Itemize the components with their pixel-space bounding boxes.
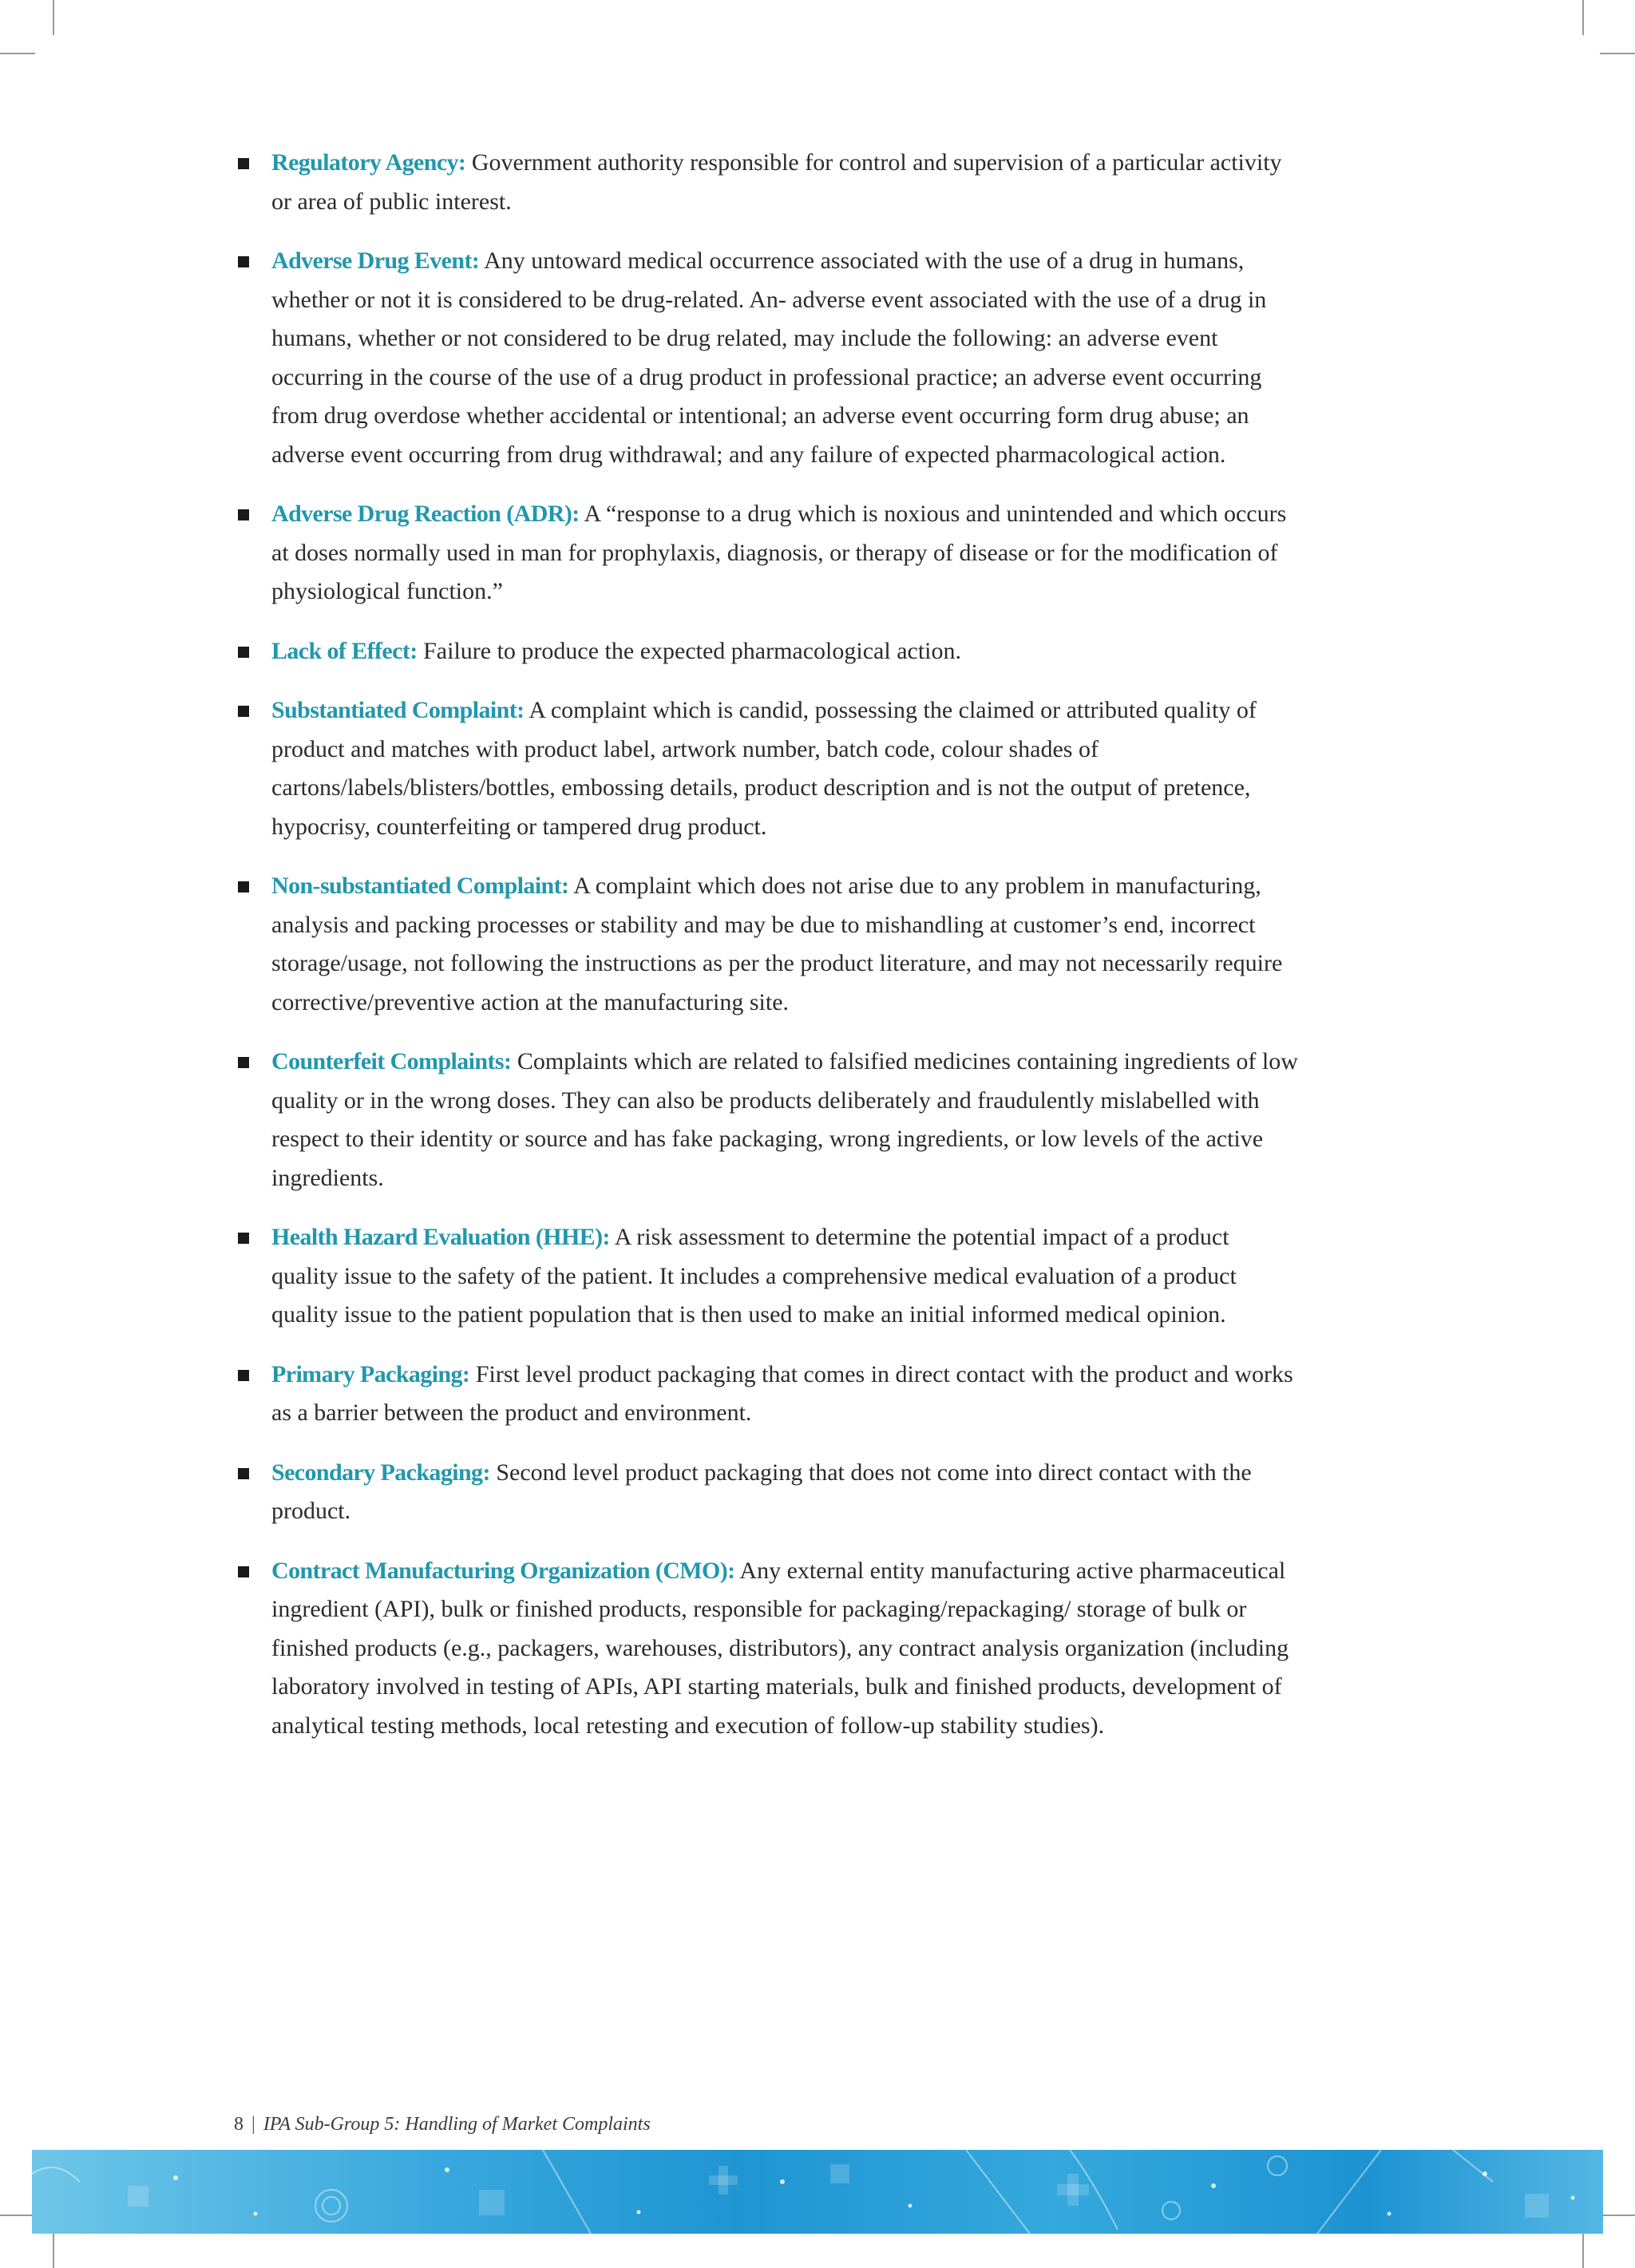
square-bullet-icon [238,1233,249,1244]
square-bullet-icon [238,706,249,717]
definition-item-adverse-drug-reaction [232,495,1301,612]
document-title: IPA Sub-Group 5: Handling of Market Complaints [263,2114,651,2135]
square-bullet-icon [238,881,249,893]
square-bullet-icon [238,647,249,658]
crop-mark-bottom-left-h [0,2215,35,2216]
term-label: Health Hazard Evaluation (HHE): [271,1224,610,1250]
term-label: Adverse Drug Reaction (ADR): [271,501,580,527]
term-definition: Second level product packaging that does not come into direct contact with the product. [271,1459,1252,1524]
definition-item-counterfeit-complaints [232,1043,1301,1197]
crop-mark-top-left-h [0,53,35,54]
decorative-banner [32,2150,1603,2234]
crop-mark-bottom-right [1582,2233,1584,2268]
page-number: 8 [234,2114,243,2135]
term-label: Secondary Packaging: [271,1459,490,1486]
term-label: Counterfeit Complaints: [271,1048,512,1075]
term-definition: Any external entity manufacturing active pharmaceutical ingredient (API), bulk or finished products, responsible for packaging/repackaging/ storage of bulk or finished products (e.g., packagers, warehouses, distributors), any contract analysis organization (including laboratory involved in testing of APIs, API starting materials, bulk and finished products, development of analytical testing methods, local retesting and execution of follow-up stability studies). [271,1557,1289,1739]
definition-item-adverse-drug-event [232,242,1301,474]
term-definition: Any untoward medical occurrence associated with the use of a drug in humans, whether or not it is considered to be drug-related. An- adverse event associated with the use of a drug in humans, whether or not considered to be drug related, may include the following: an adverse event occurring in the course of the use of a drug product in professional practice; an adverse event occurring from drug overdose whether accidental or intentional; an adverse event occurring form drug abuse; an adverse event occurring from drug withdrawal; and any failure of expected pharmacological action. [271,247,1267,468]
definition-item-health-hazard-evaluation [232,1218,1301,1335]
term-definition: A complaint which is candid, possessing the claimed or attributed quality of product and matches with product label, artwork number, batch code, colour shades of cartons/labels/blisters/bottles, embossing details, product description and is not the output of pretence, hypocrisy, counterfeiting or tampered drug product. [271,697,1257,840]
square-bullet-icon [238,1566,249,1577]
crop-mark-top-left [53,0,54,35]
square-bullet-icon [238,1057,249,1068]
term-label: Contract Manufacturing Organization (CMO): [271,1557,735,1584]
footer-separator: | [251,2114,255,2135]
term-definition: Government authority responsible for control and supervision of a particular activity or area of public interest. [271,149,1282,215]
definition-item-lack-of-effect [232,632,1301,671]
medical-pattern-graphic [32,2150,1603,2234]
definition-item-secondary-packaging [232,1454,1301,1531]
definition-item-primary-packaging [232,1356,1301,1433]
term-label: Adverse Drug Event: [271,247,480,274]
term-definition: First level product packaging that comes in direct contact with the product and works as a barrier between the product and environment. [271,1360,1293,1426]
definition-item-substantiated-complaint [232,691,1301,846]
term-definition: A “response to a drug which is noxious and unintended and which occurs at doses normally used in man for prophylaxis, diagnosis, or therapy of disease or for the modification of physiological function.” [271,501,1287,604]
crop-mark-bottom-right-h [1600,2215,1635,2216]
square-bullet-icon [238,509,249,520]
term-label: Regulatory Agency: [271,149,466,176]
definition-item-non-substantiated-complaint [232,867,1301,1022]
crop-mark-top-right [1582,0,1584,35]
term-definition: Failure to produce the expected pharmacological action. [423,637,961,664]
crop-mark-bottom-left [53,2233,54,2268]
term-definition: Complaints which are related to falsified medicines containing ingredients of low quality or in the wrong doses. They can also be products deliberately and fraudulently mislabelled with respect to their identity or source and has fake packaging, wrong ingredients, or low levels of the active ingredients. [271,1048,1298,1191]
square-bullet-icon [238,1468,249,1479]
square-bullet-icon [238,1370,249,1381]
page-footer [234,2114,651,2135]
crop-mark-top-right-h [1600,53,1635,54]
square-bullet-icon [238,256,249,267]
definition-list [232,144,1301,1745]
term-label: Lack of Effect: [271,637,418,664]
term-label: Non-substantiated Complaint: [271,873,569,899]
definitions-section [232,144,1301,1766]
square-bullet-icon [238,158,249,169]
term-definition: A risk assessment to determine the potential impact of a product quality issue to the safety of the patient. It includes a comprehensive medical evaluation of a product quality issue to the patient population that is then used to make an initial informed medical opinion. [271,1224,1237,1328]
term-label: Substantiated Complaint: [271,697,525,723]
definition-item-contract-manufacturing-organization [232,1552,1301,1746]
term-definition: A complaint which does not arise due to any problem in manufacturing, analysis and packing processes or stability and may be due to mishandling at customer’s end, incorrect storage/usage, not following the instructions as per the product literature, and may not necessarily require corrective/preventive action at the manufacturing site. [271,873,1283,1015]
term-label: Primary Packaging: [271,1360,470,1387]
definition-item-regulatory-agency [232,144,1301,221]
